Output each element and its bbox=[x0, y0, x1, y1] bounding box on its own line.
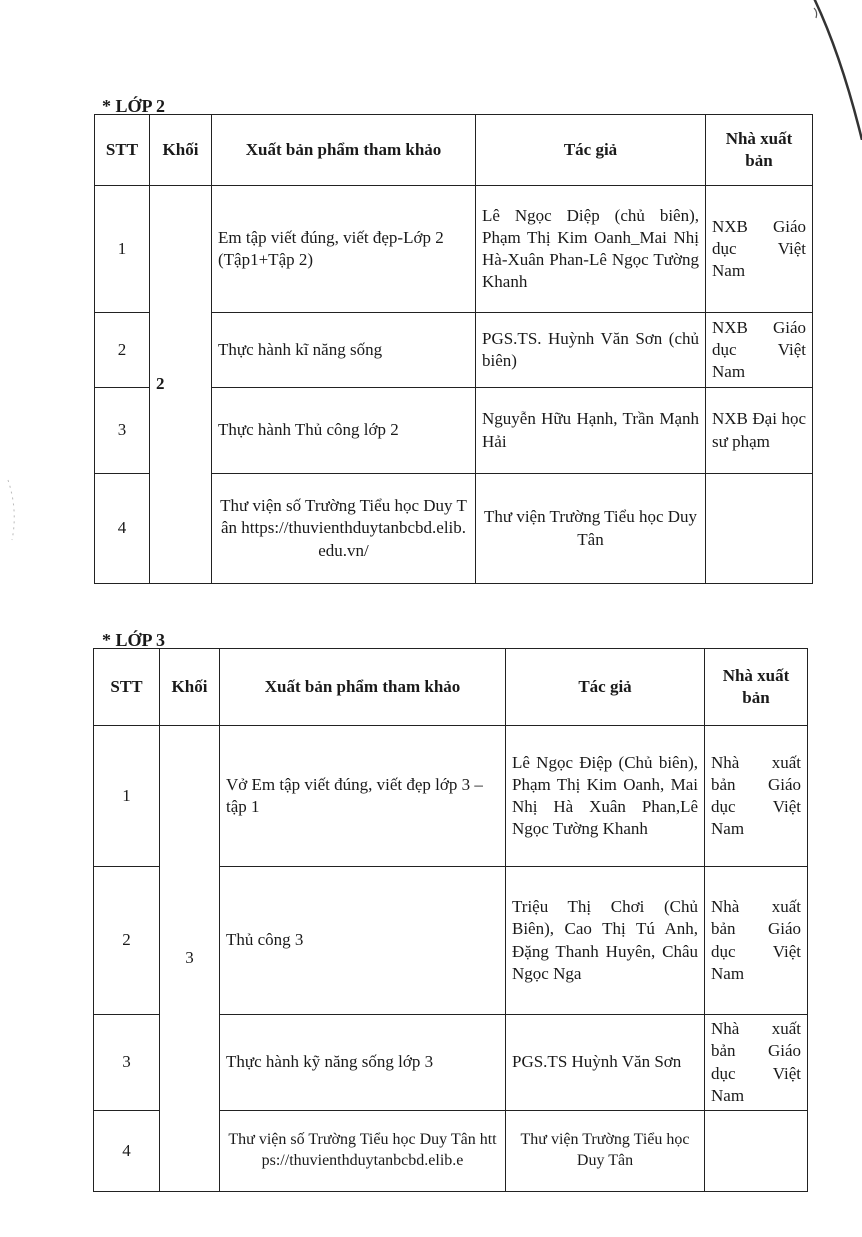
header-khoi: Khối bbox=[150, 115, 212, 186]
cell-title: Thực hành Thủ công lớp 2 bbox=[212, 388, 476, 474]
section-title-lop-2: * LỚP 2 bbox=[102, 96, 166, 116]
cell-author: Thư viện Trường Tiểu học Duy Tân bbox=[506, 1111, 705, 1192]
cell-author: Thư viện Trường Tiểu học Duy Tân bbox=[476, 474, 706, 584]
reference-table-lop-3 bbox=[93, 648, 808, 1192]
cell-stt: 2 bbox=[94, 867, 160, 1015]
table-row bbox=[94, 726, 808, 867]
header-nha-xuat-ban: Nhà xuất bản bbox=[705, 649, 808, 726]
cell-khoi: 3 bbox=[160, 726, 220, 1192]
cell-publisher bbox=[705, 1111, 808, 1192]
header-khoi: Khối bbox=[160, 649, 220, 726]
cell-publisher: Nhà xuất bản Giáo dục Việt Nam bbox=[705, 726, 808, 867]
header-stt: STT bbox=[94, 649, 160, 726]
table-header-row bbox=[95, 115, 813, 186]
cell-stt: 3 bbox=[95, 388, 150, 474]
header-nha-xuat-ban: Nhà xuất bản bbox=[706, 115, 813, 186]
cell-stt: 1 bbox=[95, 186, 150, 313]
cell-title: Thủ công 3 bbox=[220, 867, 506, 1015]
cell-publisher: NXB Giáo dục Việt Nam bbox=[706, 313, 813, 388]
cell-author: PGS.TS. Huỳnh Văn Sơn (chủ biên) bbox=[476, 313, 706, 388]
header-tac-gia: Tác giả bbox=[506, 649, 705, 726]
cell-publisher: Nhà xuất bản Giáo dục Việt Nam bbox=[705, 867, 808, 1015]
header-stt: STT bbox=[95, 115, 150, 186]
cell-author: Nguyễn Hữu Hạnh, Trần Mạnh Hải bbox=[476, 388, 706, 474]
cell-publisher: Nhà xuất bản Giáo dục Việt Nam bbox=[705, 1015, 808, 1111]
cell-stt: 3 bbox=[94, 1015, 160, 1111]
scan-speck bbox=[0, 470, 40, 550]
cell-title: Em tập viết đúng, viết đẹp-Lớp 2 (Tập1+Tập 2) bbox=[212, 186, 476, 313]
header-xuat-ban-pham: Xuất bản phẩm tham khảo bbox=[220, 649, 506, 726]
cell-author: Lê Ngọc Điệp (Chủ biên), Phạm Thị Kim Oanh, Mai Nhị Hà Xuân Phan,Lê Ngọc Tường Khanh bbox=[506, 726, 705, 867]
cell-publisher: NXB Đại học sư phạm bbox=[706, 388, 813, 474]
reference-table-lop-2 bbox=[94, 114, 813, 584]
cell-stt: 4 bbox=[95, 474, 150, 584]
cell-author: Lê Ngọc Diệp (chủ biên), Phạm Thị Kim Oanh_Mai Nhị Hà-Xuân Phan-Lê Ngọc Tường Khanh bbox=[476, 186, 706, 313]
header-xuat-ban-pham: Xuất bản phẩm tham khảo bbox=[212, 115, 476, 186]
cell-author: PGS.TS Huỳnh Văn Sơn bbox=[506, 1015, 705, 1111]
cell-title: Thực hành kĩ năng sống bbox=[212, 313, 476, 388]
cell-author: Triệu Thị Chơi (Chủ Biên), Cao Thị Tú Anh, Đặng Thanh Huyên, Châu Ngọc Nga bbox=[506, 867, 705, 1015]
cell-title: Thư viện số Trường Tiểu học Duy Tân https://thuvienthduytanbcbd.elib.e bbox=[220, 1111, 506, 1192]
section-title-lop-3: * LỚP 3 bbox=[102, 630, 166, 650]
cell-publisher bbox=[706, 474, 813, 584]
cell-title: Vở Em tập viết đúng, viết đẹp lớp 3 – tập 1 bbox=[220, 726, 506, 867]
table-header-row bbox=[94, 649, 808, 726]
cell-title: Thực hành kỹ năng sống lớp 3 bbox=[220, 1015, 506, 1111]
cell-stt: 1 bbox=[94, 726, 160, 867]
cell-publisher: NXB Giáo dục Việt Nam bbox=[706, 186, 813, 313]
cell-stt: 2 bbox=[95, 313, 150, 388]
header-tac-gia: Tác giả bbox=[476, 115, 706, 186]
cell-khoi: 2 bbox=[150, 186, 212, 584]
cell-title: Thư viện số Trường Tiểu học Duy Tân https://thuvienthduytanbcbd.elib.edu.vn/ bbox=[212, 474, 476, 584]
table-row bbox=[95, 186, 813, 313]
cell-stt: 4 bbox=[94, 1111, 160, 1192]
